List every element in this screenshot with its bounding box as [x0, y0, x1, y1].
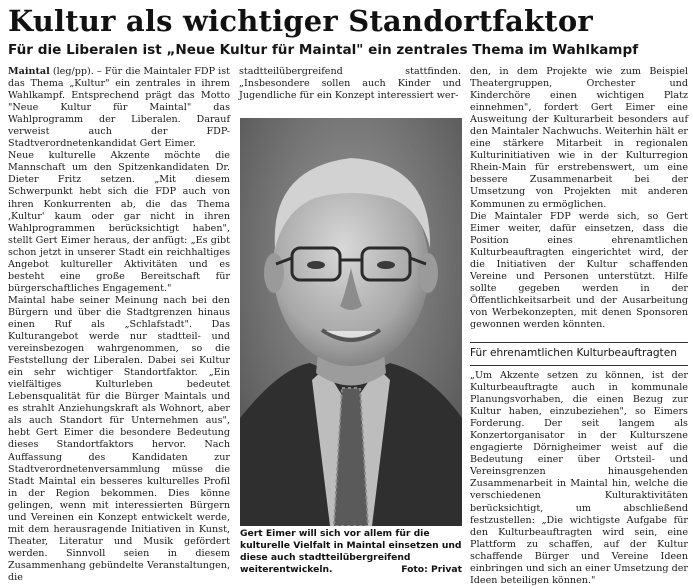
paragraph-intro [8, 66, 230, 150]
photo-credit: Foto: Privat [401, 564, 462, 575]
paragraph-3: Maintal habe seiner Meinung nach bei den Bürgern und über die Stadtgrenzen hinaus einen Ruf als „Schlafstadt". Das Kulturangebot werde nur stadtteil- und vereinsbezogen wahrgenommen, so die Feststellung der Liberalen. Dabei sei Kultur ein sehr wichtiger Standortfaktor. „Ein vielfältiges Kulturleben bedeutet Lebensqualität für die Bürger Maintals und es strahlt Anziehungskraft als Wohnort, aber als auch Standort für Unternehmen aus", hebt Gert Eimer die besondere Bedeutung dieses Standortfaktors hervor. Nach Auffassung des Kandidaten zur Stadtverordnetenversammlung müsse die Stadt Maintal ein besseres kulturelles Profil in der Region bekommen. Dies könne gelingen, wenn mit interessierten Bürgern und Vereinen ein Konzept entwickelt werde, mit dem herausragende Initiativen in Kunst, Theater, Literatur und Musik gefördert werden. Sinnvoll seien in diesem Zusammenhang gebündelte Veranstaltungen, die [8, 294, 230, 583]
article-column-3 [470, 66, 688, 331]
paragraph-col3-2: Die Maintaler FDP werde sich, so Gert Eimer weiter, dafür einsetzen, dass die Position eines ehrenamtlichen Kulturbeauftragten eingerichtet wird, der die Initiativen der Kultur schaffenden Vereine und Personen unterstützt. Hilfe sollte gegeben werden in der Öffentlichkeitsarbeit und der Ausarbeitung von Werbekonzepten, mit denen Sponsoren gewonnen werden könnten. [470, 210, 688, 330]
intro-text: (leg/pp). – Für die Maintaler FDP ist das Thema „Kultur" ein zentrales in ihrem Wahlkampf. Entsprechend prägt das Motto "Neue Kultur für Maintal" das Wahlprogramm der Liberalen. Darauf verweist auch der FDP-Stadtverordnetenkandidat Gert Eimer. [8, 66, 230, 150]
article-column-2 [239, 66, 461, 102]
section-subhead [470, 342, 688, 366]
paragraph-col3-3: „Um Akzente setzen zu können, ist der Kulturbeauftragte auch in kommunale Planungsvorhaben, die einen Bezug zur Kultur haben, einzubeziehen", so Eimers Forderung. Der seit langem als Konzertorganisator in der Kulturszene engagierte Dörnigheimer weist auf die Bedeutung einer über Ortsteil- und Vereinsgrenzen hinausgehenden Zusammenarbeit in Maintal hin, welche die verschiedenen Kulturaktivitäten berücksichtigt, um abschließend festzustellen: „Die wichtigste Aufgabe für den Kulturbeauftragten wird sein, eine Plattform zu schaffen, auf der Kultur schaffende Bürger und Vereine Ideen einbringen und sich an einer Umsetzung der Ideen beteiligen können." [470, 370, 688, 586]
paragraph-col2-top: stadtteilübergreifend stattfinden. „Insbesondere sollen auch Kinder und Jugendliche für ein Konzept interessiert wer- [239, 66, 461, 102]
paragraph-col3-1: den, in dem Projekte wie zum Beispiel Theatergruppen, Orchester und Kinderchöre einen wichtigen Platz einnehmen", fordert Gert Eimer eine Ausweitung der Kulturarbeit besonders auf den Maintaler Nachwuchs. Weiterhin hält er eine stärkere Mitarbeit in regionalen Kulturinitiativen wie in der Kulturregion Rhein-Main für erstrebenswert, um eine bessere Zusammenarbeit bei der Umsetzung von Projekten mit anderen Kommunen zu ermöglichen. [470, 66, 688, 210]
article-column-1 [8, 66, 230, 584]
article-column-3-lower [470, 370, 688, 587]
portrait-image [240, 118, 462, 526]
section-subhead-text: Für ehrenamtlichen Kulturbeauftragten [470, 347, 677, 359]
portrait-photo [240, 118, 462, 526]
paragraph-2: Neue kulturelle Akzente möchte die Mannschaft um den Spitzenkandidaten Dr. Dieter Fritz setzen. „Mit diesem Schwerpunkt hebt sich die FDP auch von ihren Konkurrenten ab, die das Thema ‚Kultur' kaum oder gar nicht in ihren Wahlprogrammen berücksichtigt haben", stellt Gert Eimer heraus, der anfügt: „Es gibt schon jetzt in unserer Stadt ein reichhaltiges Angebot kultureller Aktivitäten und es besteht eine große Bereitschaft für bürgerschaftliches Engagement." [8, 150, 230, 294]
photo-caption [240, 528, 462, 576]
caption-text: Gert Eimer will sich vor allem für die kulturelle Vielfalt in Maintal einsetzen und diese auch stadtteilübergreifend weiterentwickeln. [240, 528, 462, 575]
dateline: Maintal [8, 66, 50, 77]
headline: Kultur als wichtiger Standortfaktor [8, 4, 593, 38]
subheadline: Für die Liberalen ist „Neue Kultur für Maintal" ein zentrales Thema im Wahlkampf [8, 42, 639, 58]
